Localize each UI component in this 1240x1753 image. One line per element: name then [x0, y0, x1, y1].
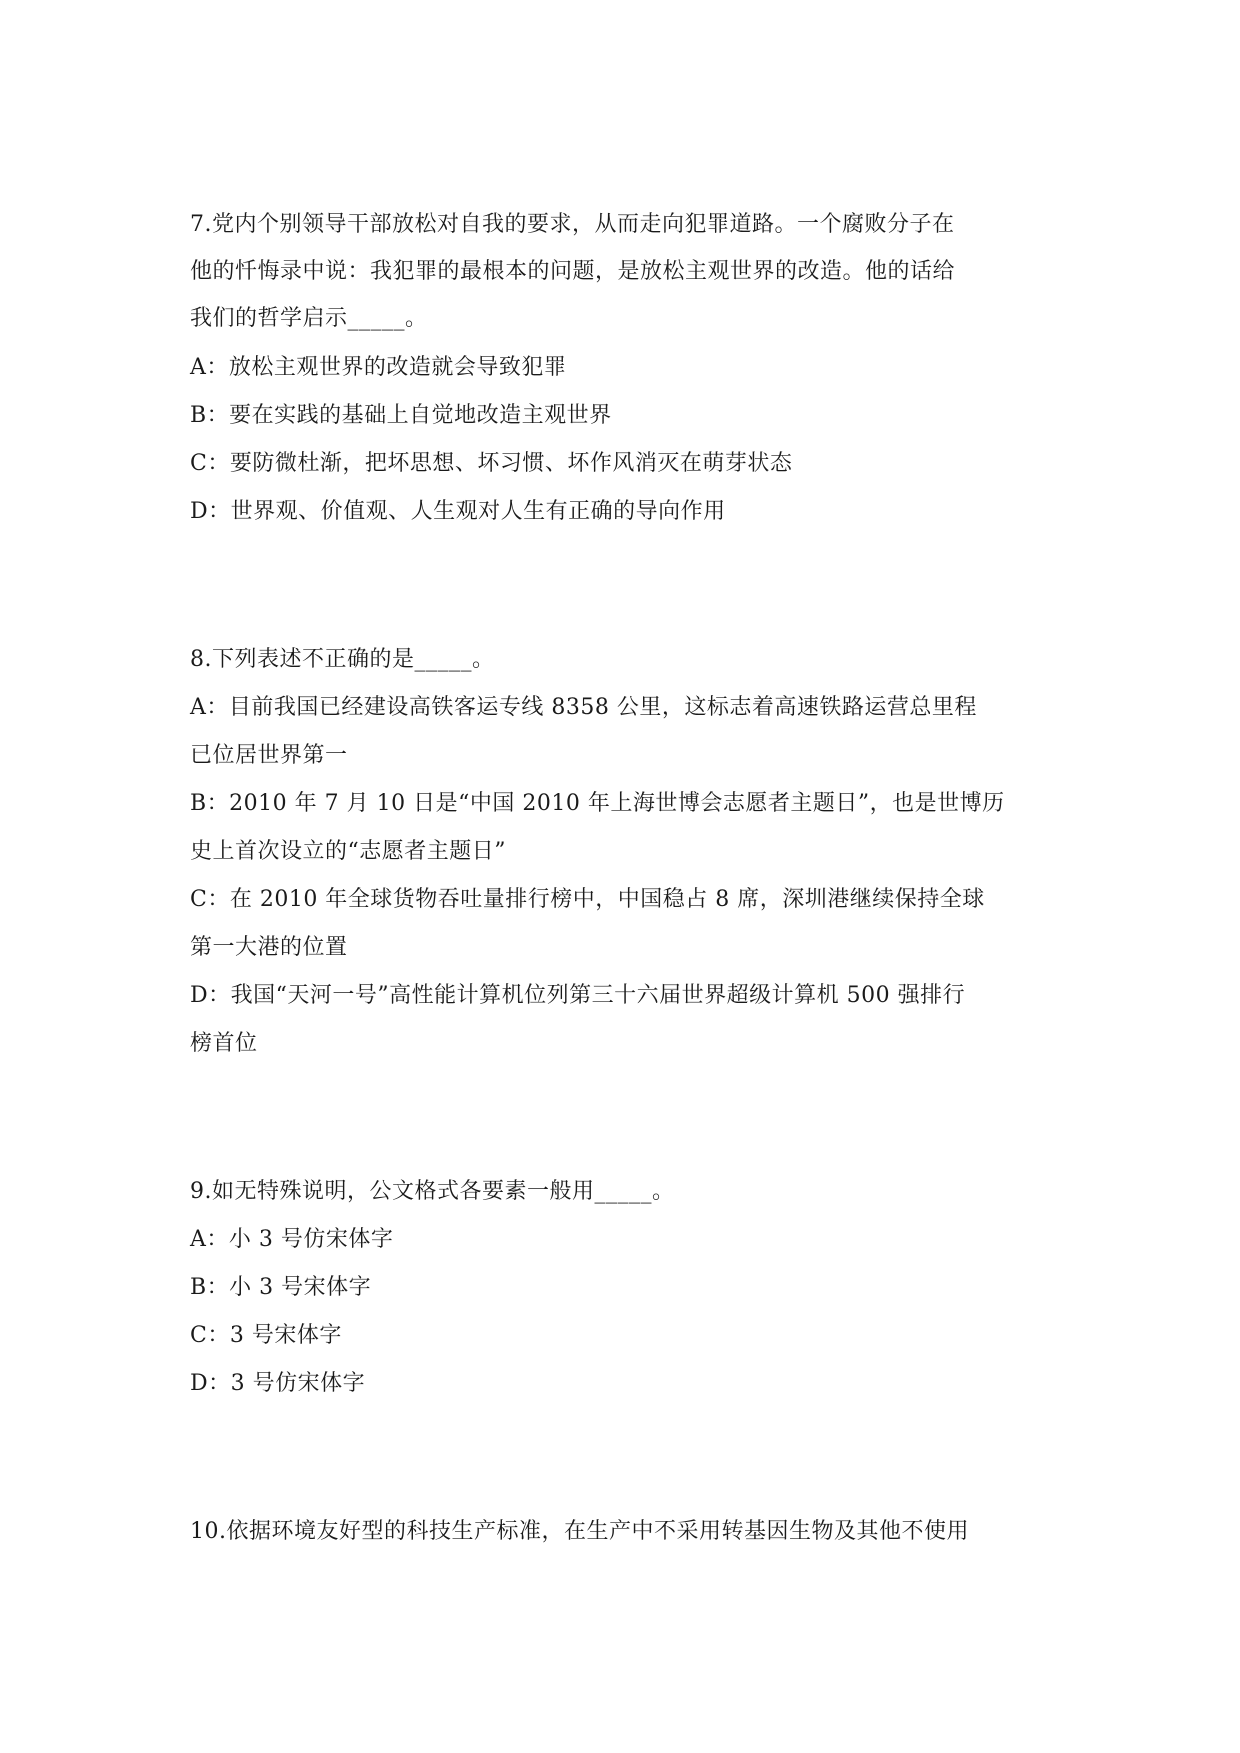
question-9-option-a: A：小 3 号仿宋体字 [190, 1227, 394, 1252]
question-7-option-c: C：要防微杜渐，把坏思想、坏习惯、坏作风消灭在萌芽状态 [190, 451, 793, 476]
question-8-option-c-line-2: 第一大港的位置 [190, 935, 348, 960]
question-7-text-line-3: 我们的哲学启示_____。 [190, 306, 428, 331]
question-7-text-line-1: 7.党内个别领导干部放松对自我的要求，从而走向犯罪道路。一个腐败分子在 [190, 212, 955, 237]
question-8-option-a-line-1: A：目前我国已经建设高铁客运专线 8358 公里，这标志着高速铁路运营总里程 [190, 695, 977, 720]
question-9-option-b: B：小 3 号宋体字 [190, 1275, 372, 1300]
question-8-option-d-line-2: 榜首位 [190, 1031, 258, 1056]
question-8-text-line-1: 8.下列表述不正确的是_____。 [190, 647, 495, 672]
question-7-option-a: A：放松主观世界的改造就会导致犯罪 [190, 355, 567, 380]
question-9-text-line-1: 9.如无特殊说明，公文格式各要素一般用_____。 [190, 1179, 675, 1204]
question-8-option-b-line-2: 史上首次设立的“志愿者主题日” [190, 839, 506, 864]
question-8-option-a-line-2: 已位居世界第一 [190, 743, 348, 768]
question-8-option-c-line-1: C：在 2010 年全球货物吞吐量排行榜中，中国稳占 8 席，深圳港继续保持全球 [190, 887, 985, 912]
question-8-option-d-line-1: D：我国“天河一号”高性能计算机位列第三十六届世界超级计算机 500 强排行 [190, 983, 966, 1008]
question-7-option-d: D：世界观、价值观、人生观对人生有正确的导向作用 [190, 499, 726, 524]
question-7-text-line-2: 他的忏悔录中说：我犯罪的最根本的问题，是放松主观世界的改造。他的话给 [190, 259, 956, 284]
question-7-option-b: B：要在实践的基础上自觉地改造主观世界 [190, 403, 612, 428]
question-10-text-line-1: 10.依据环境友好型的科技生产标准，在生产中不采用转基因生物及其他不使用 [190, 1519, 969, 1544]
question-8-option-b-line-1: B：2010 年 7 月 10 日是“中国 2010 年上海世博会志愿者主题日”，也是世博历 [190, 791, 1005, 816]
question-9-option-c: C：3 号宋体字 [190, 1323, 342, 1348]
question-9-option-d: D：3 号仿宋体字 [190, 1371, 366, 1396]
